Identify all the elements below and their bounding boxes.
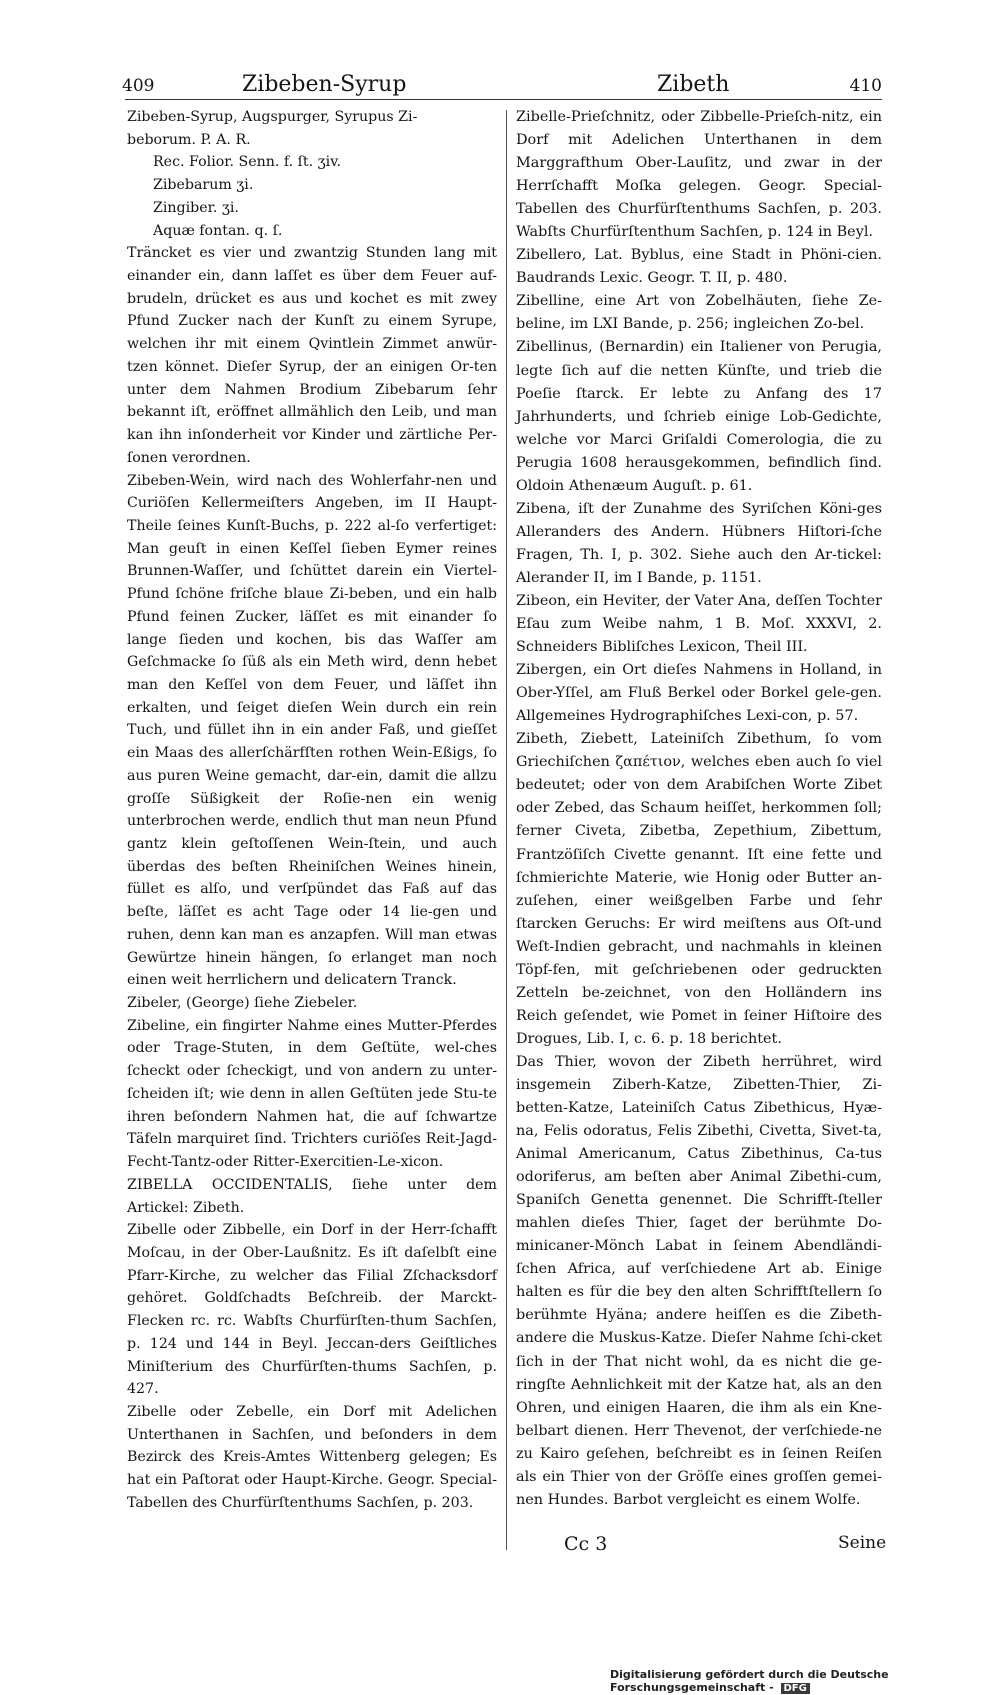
page-number-right: 410 [849,76,882,96]
running-header [122,72,882,102]
dfg-logo: DFG [781,1683,810,1694]
entry-text: Träncket es vier und zwantzig Stunden lang mit einander ein, dann laſſet es über dem Feuer auf-brudeln, drücket es aus und kochet es mit zwey Pfund Zucker nach der Kunſt zu einem Syrupe, welchen ihr mit einem Qvintlein Zimmet anwür-tzen könnet. Dieſer Syrup, der an einigen Or-ten unter dem Nahmen Brodium Zibebarum ſehr bekannt iſt, eröffnet allmählich den Leib, und man kan ihn inſonderheit vor Kinder und zärtliche Per-ſonen verordnen. [127,245,497,466]
entry-text: Zibeline, ein fingirter Nahme eines Mutter-Pferdes oder Trage-Stuten, in dem Geſtüte, wel-ches ſcheckt oder ſcheckigt, und von andern zu unter-ſcheiden iſt; wie denn in allen Geſtüten jede Stu-te ihren beſondern Nahmen hat, die auf ſchwartze Täfeln marquiret ſind. Trichters curiöſes Reit-Jagd-Fecht-Tantz-oder Ritter-Exercitien-Le-xicon. [127,1017,497,1171]
recipe-line: Aquæ fontan. q. ſ. [153,222,283,239]
entry-text: Zibellero, Lat. Byblus, eine Stadt in Phöni-cien. Baudrands Lexic. Geogr. T. II, p. 480. [516,247,882,287]
entry-text: Zibeler, (George) ſiehe Ziebeler. [127,995,358,1012]
running-head-left: Zibeben-Syrup [242,72,407,97]
entry-heading-line: beborum. P. A. R. [127,131,251,148]
entry-text: Zibergen, ein Ort dieſes Nahmens in Holland, in Ober-Yſſel, am Fluß Berkel oder Borkel gele-gen. Allgemeines Hydrographiſches Lexi-con, p. 57. [516,662,882,725]
entry-text: Zibeben-Wein, wird nach des Wohlerfahr-nen und Curiöſen Kellermeiſters Angeben, im II Haupt-Theile ſeines Kunſt-Buchs, p. 222 al-ſo verfertiget: Man geuſt in einen Keſſel ſieben Eymer reines Brunnen-Waſſer, und ſchüttet darein ein Viertel-Pfund ſchöne friſche blaue Zi-beben, und ein halb Pfund feinen Zucker, läſſet es mit einander ſo lange ſieden und kochen, bis das Waſſer am Geſchmacke ſo ſüß als ein Meth wird, denn hebet man den Keſſel von dem Feuer, und läſſet ihn erkalten, und ſeiget dieſen Wein durch ein rein Tuch, und füllet ihn in ein ander Faß, und gieſſet ein Maas des allerſchärfſten rothen Wein-Eßigs, ſo aus puren Weine gemacht, dar-ein, damit die allzu groſſe Süßigkeit der Roſie-nen ein wenig unterbrochen werde, endlich thut man neun Pfund gantz klein geſtoſſenen Wein-ſtein, und auch überdas des beſten Rheiniſchen Weines hinein, füllet es alſo, und verſpündet das Faß auf das beſte, läſſet es acht Tage oder 14 lie-gen und ruhen, denn kan man es anzapfen. Will man etwas Gewürtze hinein hängen, ſo erlanget man noch einen weit herrlichern und delicatern Tranck. [127,472,497,989]
entry-text: Das Thier, wovon der Zibeth herrühret, wird insgemein Ziberh-Katze, Zibetten-Thier, Zi-betten-Katze, Lateiniſch Catus Zibethicus, Hyæ-na, Felis odoratus, Felis Zibethi, Civetta, Sivet-ta, Animal Americanum, Catus Zibethinus, Ca-tus odoriferus, am beſten aber Animal Zibethi-cum, Spaniſch Genetta genennet. Die Schrifft-ſteller mahlen dieſes Thier, ſaget der berühmte Do-minicaner-Mönch Labat in ſeinem Abendländi-ſchen Africa, auf verſchiedene Art ab. Einige halten es für die bey den alten Schrifftſtellern ſo berühmte Hyäna; andere heiſſen es die Zibeth-andere die Muskus-Katze. Dieſer Nahme ſchi-cket ſich in der That nicht wohl, da es nicht die ge-ringſte Aehnlichkeit mit der Katze hat, als an den Ohren, und einigen Haaren, die ihm als ein Kne-belbart dienen. Herr Thevenot, der verſchiede-ne zu Kairo geſehen, beſchreibt es in ſeinen Reiſen als ein Thier von der Gröſſe eines groſſen gemei-nen Hundes. Barbot vergleicht es einem Wolfe. [516,1053,882,1508]
entry-heading-line: Zibeben-Syrup, Augspurger, Syrupus Zi- [127,109,418,125]
entry-text: Zibena, iſt der Zunahme des Syriſchen Köni-ges Alleranders des Andern. Hübners Hiſtori-ſche Fragen, Th. I, p. 302. Siehe auch den Ar-tickel: Alerander II, im I Bande, p. 1151. [516,500,882,586]
footer-text: Digitalisierung gefördert durch die Deutsche Forschungsgemeinschaft - [610,1668,889,1694]
running-head-right: Zibeth [657,72,730,97]
recipe-block [127,151,497,242]
column-divider [506,110,507,1550]
entry-text: ZIBELLA OCCIDENTALIS, ſiehe unter dem Artickel: Zibeth. [127,1176,497,1216]
right-column [516,106,882,1512]
digitization-footer [610,1668,1000,1694]
left-column [127,106,497,1515]
entry-text: Zibeth, Ziebett, Lateiniſch Zibethum, ſo vom Griechiſchen ζαπέτιον, welches eben auch ſo viel bedeutet; oder von dem Arabiſchen Worte Zibet oder Zebed, das Schaum heiſſet, herkommen ſoll; ferner Civeta, Zibetba, Zepethium, Zibettum, Frantzöſiſch Civette genannt. Iſt eine fette und ſchmierichte Materie, wie Honig oder Butter an-zuſehen, einer weißgelben Farbe und ſehr ſtarcken Geruchs: Er wird meiſtens aus Oſt-und Weſt-Indien gebracht, und nachmahls in kleinen Töpf-fen, mit geſchriebenen oder gedruckten Zetteln be-zeichnet, von den Holländern ins Reich geſendet, wie Pomet in ſeiner Hiſtoire des Drogues, Lib. I, c. 6. p. 18 berichtet. [516,731,882,1047]
entry-text: Zibellinus, (Bernardin) ein Italiener von Perugia, legte ſich auf die netten Künſte, und trieb die Poeſie ſtarck. Er lebte zu Anfang des 17 Jahrhunderts, und ſchrieb einige Lob-Gedichte, welche vor Marci Griſaldi Comerologia, die zu Perugia 1608 herausgekommen, befindlich ſind. Oldoin Athenæum Auguſt. p. 61. [516,339,882,494]
header-rule [125,99,882,100]
recipe-line: Zibebarum ʒi. [153,177,254,194]
entry-text: Zibelle oder Zibbelle, ein Dorf in der Herr-ſchafft Moſcau, in der Ober-Laußnitz. Es iſt daſelbſt eine Pfarr-Kirche, zu welcher das Filial Zſchacksdorf gehöret. Goldſchadts Beſchreib. der Marckt-Flecken rc. rc. Wabſts Churfürſten-thum Sachſen, p. 124 und 144 in Beyl. Jeccan-ders Geiſtliches Miniſterium des Churfürſten-thums Sachſen, p. 427. [127,1222,497,1398]
entry-text: Zibelle-Prieſchnitz, oder Zibbelle-Prieſch-nitz, ein Dorf mit Adelichen Unterthanen in dem Marggrafthum Ober-Lauſitz, und zwar in der Herrſchafft Moſka gelegen. Geogr. Special-Tabellen des Churfürſtenthums Sachſen, p. 203. Wabſts Churfürſtenthum Sachſen, p. 124 in Beyl. [516,109,882,241]
entry-text: Zibelle oder Zebelle, ein Dorf mit Adelichen Unterthanen in Sachſen, und beſonders in dem Bezirck des Kreis-Amtes Wittenberg gelegen; Es hat ein Paſtorat oder Haupt-Kirche. Geogr. Special-Tabellen des Churfürſtenthums Sachſen, p. 203. [127,1403,497,1511]
signature-mark: Cc 3 [564,1533,608,1555]
catchword: Seine [838,1533,887,1553]
recipe-line: Rec. Folior. Senn. f. ſt. ʒiv. [153,154,342,171]
page-number-left: 409 [122,76,155,96]
entry-text: Zibeon, ein Heviter, der Vater Ana, deſſen Tochter Eſau zum Weibe nahm, 1 B. Moſ. XXXVI, 2. Schneiders Bibliſches Lexicon, Theil III. [516,592,882,656]
recipe-line: Zingiber. ʒi. [153,199,239,216]
entry-text: Zibelline, eine Art von Zobelhäuten, ſiehe Ze-beline, im LXI Bande, p. 256; ingleichen Zo-bel. [516,293,882,333]
